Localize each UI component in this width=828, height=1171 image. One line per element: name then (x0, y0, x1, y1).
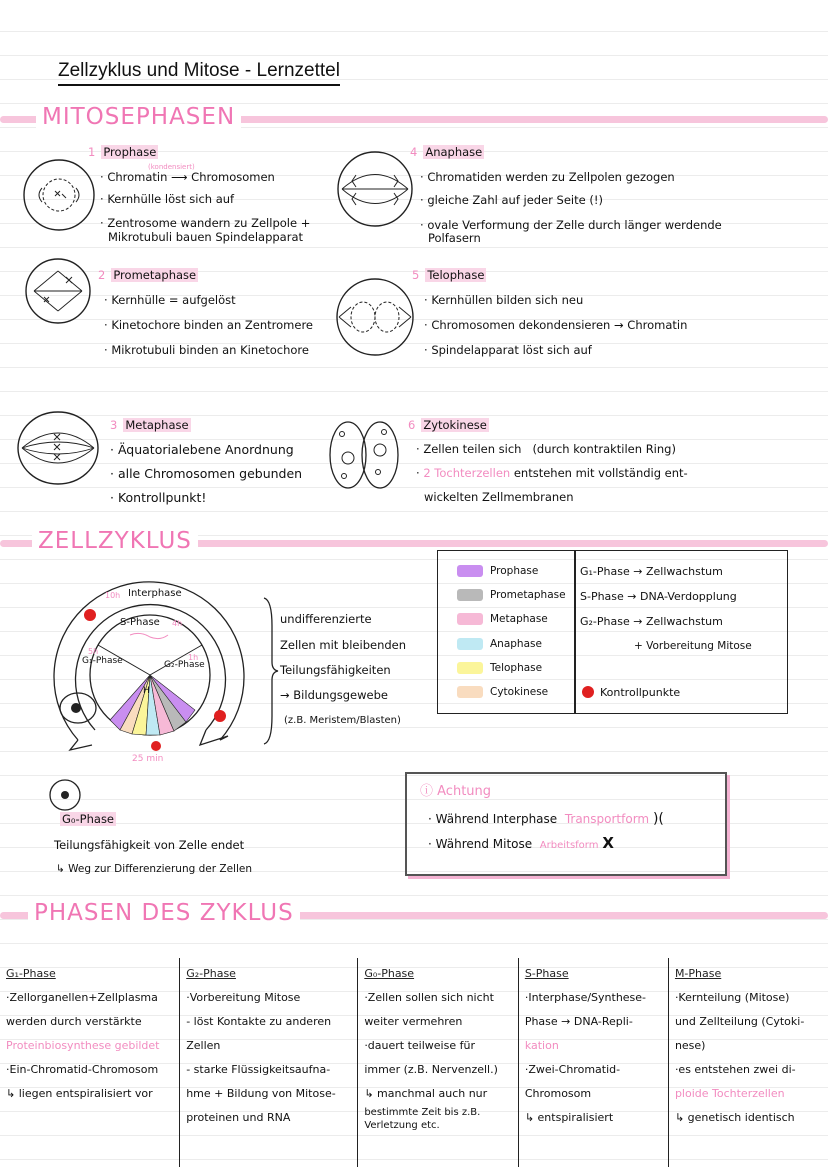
legend-label-metaphase: Metaphase (490, 613, 548, 625)
legend-kontrollpunkte: Kontrollpunkte (600, 686, 681, 699)
section-phasen-des-zyklus: PHASEN DES ZYKLUS (28, 900, 300, 926)
zytokinese-bullet-3: wickelten Zellmembranen (424, 490, 574, 504)
prometaphase-bullet-2: · Kinetochore binden an Zentromere (104, 318, 313, 332)
cycle-s-phase-label: S-Phase (120, 617, 160, 628)
cycle-g1-label: G₁-Phase (82, 656, 123, 666)
metaphase-bullet-3: · Kontrollpunkt! (110, 490, 207, 505)
prometaphase-bullet-1: · Kernhülle = aufgelöst (104, 293, 236, 307)
cycle-g1-time-top: 10h (105, 591, 121, 600)
prophase-note: (kondensiert) (148, 163, 195, 171)
phase-title-zytokinese: 6 Zytokinese (408, 418, 487, 432)
legend-swatch-prometaphase (457, 589, 483, 601)
prophase-bullet-3: · Zentrosome wandern zu Zellpole + (100, 216, 311, 230)
achtung-line-1: · Während Interphase Transportform )( (428, 811, 664, 827)
legend-swatch-metaphase (457, 613, 483, 625)
cell-icon (58, 690, 98, 726)
zytokinese-cells-icon (328, 420, 400, 490)
legend-label-cytokinese: Cytokinese (490, 686, 549, 698)
cycle-g2-label: G₂-Phase (164, 660, 205, 670)
phase-title-prophase (88, 145, 158, 159)
metaphase-cell-icon (16, 410, 100, 486)
cycle-m-label: H (143, 686, 150, 696)
prophase-bullet-2: · Kernhülle löst sich auf (100, 192, 235, 206)
legend-swatch-cytokinese (457, 686, 483, 698)
anaphase-bullet-2: · gleiche Zahl auf jeder Seite (!) (420, 193, 603, 207)
g0-line-1: Teilungsfähigkeit von Zelle endet (54, 838, 245, 852)
anaphase-bullet-4: Polfasern (428, 231, 481, 245)
metaphase-bullet-1: · Äquatorialebene Anordnung (110, 442, 294, 457)
phases-table (0, 958, 828, 1167)
legend-label-prophase: Prophase (490, 565, 539, 577)
phase-title-telophase: 5 Telophase (412, 268, 485, 282)
prometaphase-cell-icon (24, 257, 92, 325)
g0-cell-icon (48, 778, 82, 812)
legend-s: S-Phase → DNA-Verdopplung (580, 590, 737, 603)
achtung-title: ⓘ Achtung (420, 784, 492, 799)
telophase-bullet-3: · Spindelapparat löst sich auf (424, 343, 592, 357)
g0-line-2: ↳ Weg zur Differenzierung der Zellen (56, 863, 252, 875)
legend-label-telophase: Telophase (490, 662, 543, 674)
legend-swatch-anaphase (457, 638, 483, 650)
page-title: Zellzyklus und Mitose - Lernzettel (58, 60, 340, 86)
telophase-bullet-2: · Chromosomen dekondensieren → Chromatin (424, 318, 688, 332)
kontrollpunkt-dot (582, 686, 594, 698)
anaphase-cell-icon (336, 150, 414, 228)
brace-line-2: Zellen mit bleibenden (280, 638, 407, 652)
table-col-m: M-Phase ·Kernteilung (Mitose) und Zellteilung (Cytoki- nese) ·es entstehen zwei di- ploide Tochterzellen ↳ genetisch identisch (668, 958, 828, 1167)
phase-title-prometaphase: 2 Prometaphase (98, 268, 197, 282)
legend-g2-extra: + Vorbereitung Mitose (634, 640, 752, 652)
section-zellzyklus: ZELLZYKLUS (32, 528, 198, 554)
telophase-cell-icon (335, 277, 415, 357)
table-col-g1: G₁-Phase ·Zellorganellen+Zellplasma werden durch verstärkte Proteinbiosynthese gebildet ·Ein-Chromatid-Chromosom ↳ liegen entspiralisiert vor (6, 967, 160, 1100)
brace-line-3: Teilungsfähigkeiten (280, 663, 391, 677)
cycle-g1-time: 5h (88, 647, 99, 656)
brace-line-1: undifferenzierte (280, 612, 372, 626)
prometaphase-bullet-3: · Mikrotubuli binden an Kinetochore (104, 343, 309, 357)
anaphase-bullet-3: · ovale Verformung der Zelle durch länger werdende (420, 218, 722, 232)
prophase-bullet-1: · Chromatin ⟶ Chromosomen (100, 170, 275, 184)
legend-g2: G₂-Phase → Zellwachstum (580, 615, 723, 628)
brace-line-4: → Bildungsgewebe (280, 688, 388, 702)
zytokinese-bullet-2: · 2 Tochterzellen entstehen mit vollständig ent- (416, 466, 688, 480)
cycle-s-time: 4h (172, 619, 183, 628)
cycle-interphase-label: Interphase (128, 588, 182, 599)
table-col-g2: G₂-Phase ·Vorbereitung Mitose - löst Kontakte zu anderen Zellen - starke Flüssigkeitsaufna- hme + Bildung von Mitose- proteinen und RNA (180, 958, 358, 1167)
prophase-bullet-4: Mikrotubuli bauen Spindelapparat (108, 230, 304, 244)
cell-cycle-diagram (50, 580, 260, 770)
cycle-g2-time: 1h (188, 653, 199, 662)
brace-icon (262, 596, 278, 746)
section-mitosephasen: MITOSEPHASEN (36, 104, 241, 130)
legend-swatch-prophase (457, 565, 483, 577)
brace-line-5: (z.B. Meristem/Blasten) (284, 715, 401, 726)
phase-number: 1 (88, 145, 96, 159)
legend-label-prometaphase: Prometaphase (490, 589, 566, 601)
phase-name: Prophase (103, 145, 157, 159)
legend-swatch-telophase (457, 662, 483, 674)
legend-g1: G₁-Phase → Zellwachstum (580, 565, 723, 578)
achtung-line-2: · Während Mitose Arbeitsform X (428, 834, 614, 852)
table-col-g0: G₀-Phase ·Zellen sollen sich nicht weiter vermehren ·dauert teilweise für immer (z.B. Nervenzell.) ↳ manchmal auch nur bestimmte Zeit bis z.B. Verletzung etc. (358, 958, 519, 1167)
table-col-s: S-Phase ·Interphase/Synthese- Phase → DNA-Repli- kation ·Zwei-Chromatid- Chromosom ↳ entspiralisiert (518, 958, 668, 1167)
prophase-cell-icon (22, 158, 96, 232)
telophase-bullet-1: · Kernhüllen bilden sich neu (424, 293, 584, 307)
phase-title-metaphase: 3 Metaphase (110, 418, 189, 432)
metaphase-bullet-2: · alle Chromosomen gebunden (110, 466, 303, 481)
g0-label: G₀-Phase (62, 812, 115, 826)
zytokinese-bullet-1: · Zellen teilen sich (durch kontraktilen Ring) (416, 442, 676, 456)
cycle-m-time: 25 min (132, 754, 164, 764)
phase-title-anaphase: 4 Anaphase (410, 145, 483, 159)
anaphase-bullet-1: · Chromatiden werden zu Zellpolen gezogen (420, 170, 675, 184)
legend-label-anaphase: Anaphase (490, 638, 542, 650)
